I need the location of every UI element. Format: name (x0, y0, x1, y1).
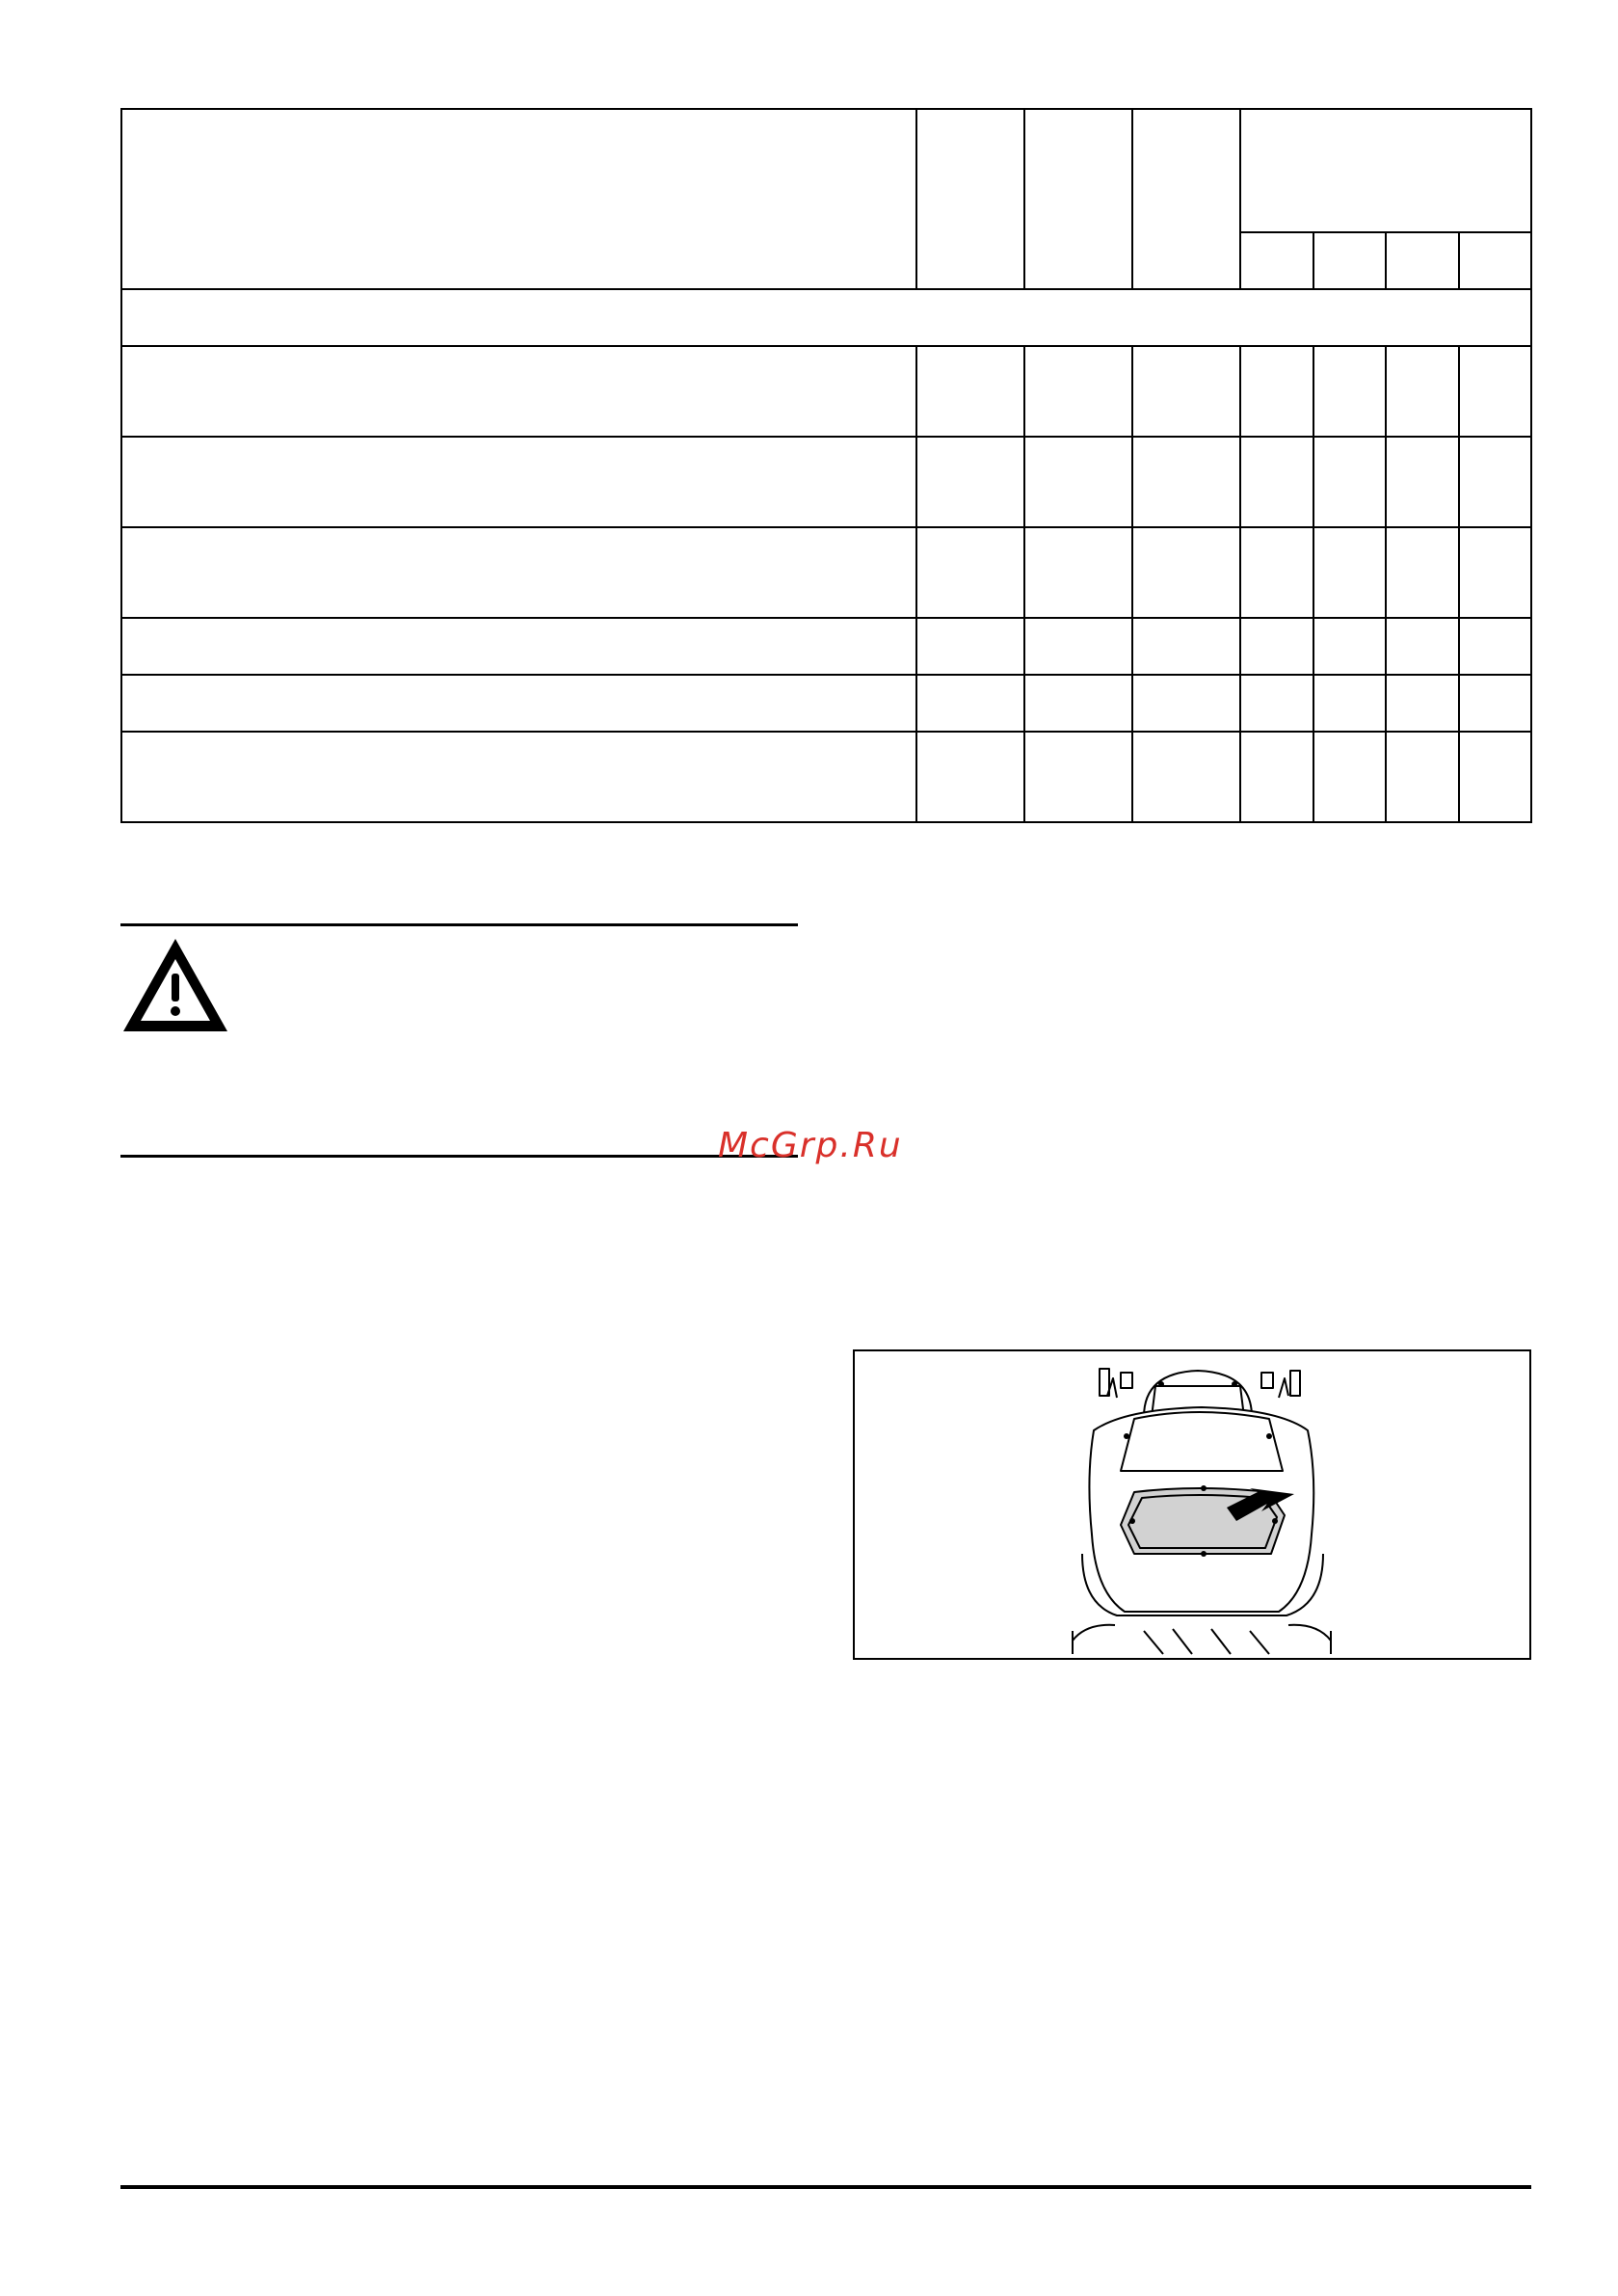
table-cell (1240, 437, 1313, 527)
table-header-row (121, 109, 1531, 232)
header-cell (916, 109, 1024, 289)
table-cell (1386, 675, 1459, 732)
header-cell (1313, 232, 1386, 289)
warning-top-rule (120, 923, 798, 926)
maintenance-schedule-table (120, 108, 1532, 823)
table-cell (1240, 618, 1313, 675)
table-cell (916, 618, 1024, 675)
table-cell (121, 346, 916, 437)
watermark-text: McGrp.Ru (718, 1126, 903, 1165)
table-cell (1024, 732, 1132, 822)
table-cell (1240, 527, 1313, 618)
table-cell (121, 675, 916, 732)
table-cell (1459, 732, 1531, 822)
figure-frame (853, 1349, 1531, 1660)
table-cell (1459, 618, 1531, 675)
table-cell (1459, 675, 1531, 732)
table-cell (1240, 675, 1313, 732)
table-cell (1386, 346, 1459, 437)
table-cell (1024, 675, 1132, 732)
table-cell (1132, 732, 1240, 822)
header-cell (121, 109, 916, 289)
table-cell (1132, 675, 1240, 732)
table-cell (916, 675, 1024, 732)
table-cell (121, 527, 916, 618)
table-row (121, 675, 1531, 732)
table-cell (1132, 527, 1240, 618)
table-cell (1024, 618, 1132, 675)
table-cell (1386, 437, 1459, 527)
table-cell (121, 732, 916, 822)
table-row (121, 618, 1531, 675)
table-cell (1459, 527, 1531, 618)
table-cell (121, 618, 916, 675)
table-cell (1313, 732, 1386, 822)
table-cell (1313, 346, 1386, 437)
footer-rule (120, 2185, 1531, 2189)
table-section-row (121, 289, 1531, 346)
table-cell (1240, 732, 1313, 822)
table-cell (1386, 527, 1459, 618)
header-cell (1240, 109, 1531, 232)
header-cell (1459, 232, 1531, 289)
section-cell (121, 289, 1531, 346)
table-cell (1386, 618, 1459, 675)
header-cell (1024, 109, 1132, 289)
table-cell (916, 732, 1024, 822)
table-cell (916, 527, 1024, 618)
table-cell (1132, 437, 1240, 527)
warning-triangle-icon (118, 933, 233, 1037)
table-row (121, 732, 1531, 822)
table-cell (1132, 346, 1240, 437)
table-cell (1459, 437, 1531, 527)
header-cell (1132, 109, 1240, 289)
header-cell (1386, 232, 1459, 289)
table-cell (1132, 618, 1240, 675)
table-cell (1024, 527, 1132, 618)
table-cell (1024, 437, 1132, 527)
header-cell (1240, 232, 1313, 289)
table-cell (121, 437, 916, 527)
table-row (121, 437, 1531, 527)
table-row (121, 527, 1531, 618)
table-cell (1313, 618, 1386, 675)
table-cell (1240, 346, 1313, 437)
table-cell (916, 437, 1024, 527)
table-cell (1024, 346, 1132, 437)
mower-seat-illustration (855, 1351, 1529, 1658)
table-cell (1313, 437, 1386, 527)
table-cell (1313, 675, 1386, 732)
table-cell (1459, 346, 1531, 437)
table-cell (1386, 732, 1459, 822)
table-cell (1313, 527, 1386, 618)
table-row (121, 346, 1531, 437)
warning-bottom-rule (120, 1155, 798, 1158)
table-cell (916, 346, 1024, 437)
